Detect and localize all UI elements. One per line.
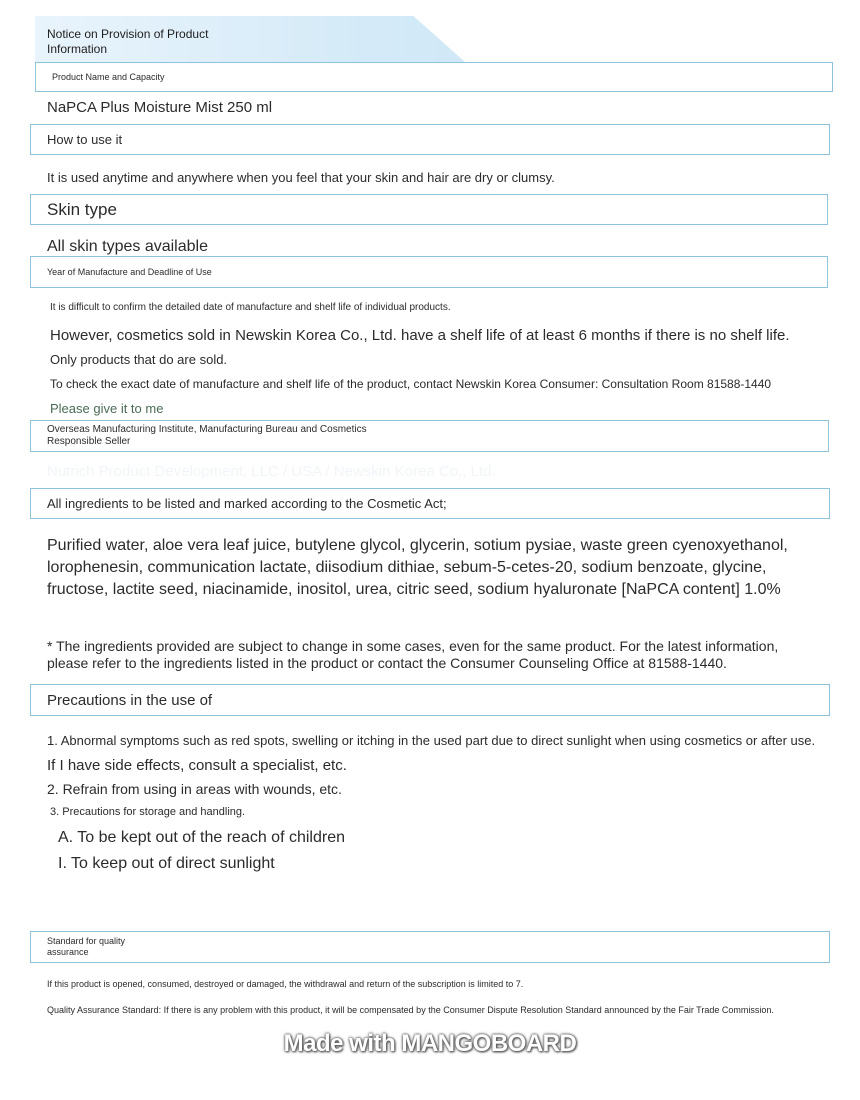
quality-line: If this product is opened, consumed, destroyed or damaged, the withdrawal and return of the subscription is limited to 7. (47, 979, 524, 989)
precaution-line: 2. Refrain from using in areas with wounds, etc. (47, 781, 342, 797)
section-header-ingredients (30, 488, 830, 519)
precaution-line: I. To keep out of direct sunlight (58, 855, 275, 872)
maker-value: Nutrich Product Development, LLC / USA / Newskin Korea Co., Ltd. (47, 463, 496, 480)
section-header-product-name (35, 62, 833, 92)
ingredients-note-line: please refer to the ingredients listed in the product or contact the Consumer Counseling Office at 81588-1440. (47, 655, 727, 671)
section-header-maker (30, 420, 829, 452)
precaution-line: If I have side effects, consult a specialist, etc. (47, 757, 347, 774)
quality-line: Quality Assurance Standard: If there is any problem with this product, it will be compensated by the Consumer Dispute Resolution Standard announced by the Fair Trade Commission. (47, 1005, 774, 1015)
skin-type-value: All skin types available (47, 238, 208, 255)
section-header-quality (30, 931, 830, 963)
year-line: Please give it to me (50, 401, 164, 416)
section-label: How to use it (47, 132, 123, 147)
watermark-text: Made with MANGOBOARD (283, 1030, 577, 1057)
year-line: However, cosmetics sold in Newskin Korea Co., Ltd. have a shelf life of at least 6 months if there is no shelf life. (50, 327, 790, 344)
section-label: All ingredients to be listed and marked according to the Cosmetic Act; (47, 496, 447, 511)
section-header-year (30, 256, 828, 288)
section-label: Year of Manufacture and Deadline of Use (47, 267, 212, 277)
section-header-skin-type (30, 194, 828, 225)
page-title: Notice on Provision of Product Information (47, 27, 209, 56)
section-header-precautions (30, 684, 830, 716)
section-label: Standard for quality assurance (47, 936, 126, 957)
precaution-line: 1. Abnormal symptoms such as red spots, swelling or itching in the used part due to direct sunlight when using cosmetics or after use. (47, 733, 816, 748)
product-name-value: NaPCA Plus Moisture Mist 250 ml (47, 99, 273, 116)
section-header-usage (30, 124, 830, 155)
ingredients-line: fructose, lactite seed, niacinamide, inositol, urea, citric seed, sodium hyaluronate [NaPCA content] 1.0% (47, 581, 781, 598)
precaution-line: 3. Precautions for storage and handling. (50, 806, 246, 818)
section-label: Product Name and Capacity (52, 72, 165, 82)
ingredients-line: lorophenesin, communication lactate, diisodium dithiae, sebum-5-cetes-20, sodium benzoate, glycine, (47, 559, 767, 576)
year-line: It is difficult to confirm the detailed date of manufacture and shelf life of individual products. (50, 302, 451, 313)
section-label: Skin type (47, 199, 117, 219)
year-line: To check the exact date of manufacture and shelf life of the product, contact Newskin Korea Consumer: Consultation Room 81588-1440 (50, 377, 772, 391)
ingredients-note-line: * The ingredients provided are subject to change in some cases, even for the same product. For the latest information, (47, 638, 779, 654)
ingredients-line: Purified water, aloe vera leaf juice, butylene glycol, glycerin, sotium pysiae, waste green cyenoxyethanol, (47, 537, 788, 554)
precaution-line: A. To be kept out of the reach of children (58, 829, 345, 846)
section-label: Overseas Manufacturing Institute, Manufacturing Bureau and Cosmetics Responsible Seller (47, 424, 367, 447)
year-line: Only products that do are sold. (50, 352, 228, 367)
usage-value: It is used anytime and anywhere when you feel that your skin and hair are dry or clumsy. (47, 170, 555, 185)
section-label: Precautions in the use of (47, 691, 213, 709)
